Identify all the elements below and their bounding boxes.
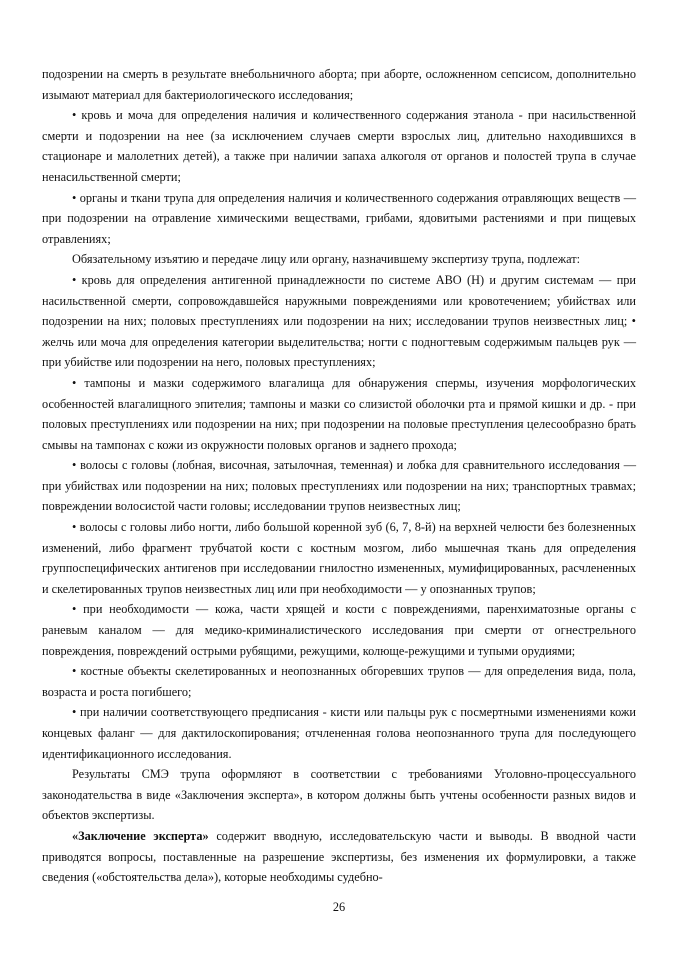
paragraph-6: • тампоны и мазки содержимого влагалища для обнаружения спермы, изучения морфологических особенностей влагалищного эпителия; тампоны и мазки со слизистой оболочки рта и прямой кишки и др. - при половых преступлениях или подозрении на них; при подозрении на половые преступления целесообразно брать смывы на тампонах с кожи из окружности половых органов и заднего прохода; [42, 375, 636, 452]
paragraph-13-text: содержит вводную, исследовательскую части и выводы. В вводной части приводятся вопросы, поставленные на разрешение экспертизы, без изменения их формулировки, а также сведения («обстоятельства дела»), которые необходимы судебно- [42, 828, 636, 885]
paragraph-13 [42, 826, 636, 888]
paragraph-3: • органы и ткани трупа для определения наличия и количественного содержания отравляющих веществ — при подозрении на отравление химическими веществами, грибами, ядовитыми растениями и при пищевых отравлениях; [42, 190, 636, 246]
paragraph-1: подозрении на смерть в результате внебольничного аборта; при аборте, осложненном сепсисом, дополнительно изымают материал для бактериологического исследования; [42, 67, 636, 102]
paragraph-7: • волосы с головы (лобная, височная, затылочная, теменная) и лобка для сравнительного исследования — при убийствах или подозрении на них; половых преступлениях или подозрении на них; транспортных травмах; повреждении волосистой части головы; исследовании трупов неизвестных лиц; [42, 458, 636, 514]
paragraph-4: Обязательному изъятию и передаче лицу или органу, назначившему экспертизу трупа, подлежат: [72, 252, 581, 267]
paragraph-9: • при необходимости — кожа, части хрящей и кости с повреждениями, паренхиматозные органы с раневым каналом — для медико-криминалистического исследования при смерти от огнестрельного повреждения, повреждений острыми рубящими, режущими, колюще-режущими и тупыми орудиями; [42, 602, 636, 658]
document-body [42, 64, 636, 888]
paragraph-2: • кровь и моча для определения наличия и количественного содержания этанола - при насильственной смерти и подозрении на нее (за исключением случаев смерти взрослых лиц, длительно находившихся в стационаре и малолетних детей), а также при наличии запаха алкоголя от органов и полостей трупа в случае ненасильственной смерти; [42, 108, 636, 184]
bold-term: «Заключение эксперта» [72, 828, 209, 843]
paragraph-12: Результаты СМЭ трупа оформляют в соответствии с требованиями Уголовно-процессуального законодательства в виде «Заключения эксперта», в котором должны быть учтены особенности разных видов и объектов экспертизы. [42, 767, 636, 823]
page-number: 26 [332, 900, 346, 914]
paragraph-10: • костные объекты скелетированных и неопознанных обгоревших трупов — для определения вида, пола, возраста и роста погибшего; [42, 664, 636, 699]
paragraph-5: • кровь для определения антигенной принадлежности по системе АВО (Н) и другим системам — при насильственной смерти, сопровождавшейся наружными повреждениями или кровотечением; убийствах или подозрении на них; половых преступлениях или подозрении на них; исследовании трупов неизвестных лиц; • желчь или моча для определения категории выделительства; ногти с подногтевым содержимым пальцев рук — при убийстве или подозрении на него, половых преступлениях; [42, 272, 636, 370]
paragraph-8: • волосы с головы либо ногти, либо большой коренной зуб (6, 7, 8-й) на верхней челюсти без болезненных изменений, либо фрагмент трубчатой кости с костным мозгом, либо мышечная ткань для определения группоспецифических антигенов при исследовании гнилостно измененных, мумифицированных, расчлененных и скелетированных трупов неизвестных лиц или при необходимости — у опознанных трупов; [42, 520, 636, 596]
paragraph-11: • при наличии соответствующего предписания - кисти или пальцы рук с посмертными изменениями кожи концевых фаланг — для дактилоскопирования; отчлененная голова неопознанного трупа для последующего идентификационного исследования. [42, 705, 636, 761]
